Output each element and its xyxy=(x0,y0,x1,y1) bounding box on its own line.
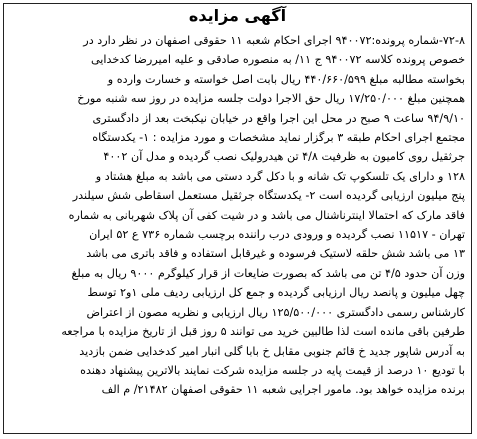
notice-line: ۹۴/۹/۱۰ ساعت ۹ صبح در محل این اجرا واقع در خیابان نیکبخت بعد از دادگستری xyxy=(92,111,465,125)
notice-line: کارشناس رسمی دادگستری ۱۲۵/۵۰۰/۰۰۰ ریال ارزیابی و نظریه مصون از اعتراض xyxy=(86,305,465,319)
notice-line: مجتمع اجرای احکام طبقه ۳ برگزار نماید مشخصات و مورد مزایده : ۱- یکدستگاه xyxy=(92,131,465,145)
notice-line: برنده مزایده خواهد بود. مامور اجرایی شعبه ۱۱ حقوقی اصفهان ۲۱۴۸۲/ م الف xyxy=(101,383,465,397)
notice-line: ۱۳ می باشد شش حلقه لاستیک فرسوده و غیرقابل استفاده و فاقد باتری می باشد xyxy=(86,247,465,261)
notice-line: چهل میلیون و پانصد ریال ارزیابی گردیده و جمع کل ارزیابی ردیف ملی ۱و۲ توسط xyxy=(87,286,465,300)
notice-line: ۱۲۸ و دارای یک تلسکوپ تک شانه و با دکل گرد دستی می باشد به مبلغ هشتاد و xyxy=(95,169,465,183)
notice-line: پنج میلیون ارزیابی گردیده است ۲- یکدستگاه جرثقیل مستعمل اسقاطی شش سیلندر xyxy=(72,189,465,203)
notice-line: جرثقیل روی کامیون به ظرفیت ۴/۸ تن هیدرولیک نصب گردیده و مدل آن ۴۰۰۲ xyxy=(103,150,465,164)
notice-line: بخواسته مطالبه مبلغ ۴۴۰/۶۶۰/۵۹۹ ریال بابت اصل خواسته و خسارت وارده و xyxy=(107,72,465,86)
notice-line: با تودیع ۱۰ درصد از قیمت پایه در جلسه مزایده شرکت نمایند بالاترین پیشنهاد دهنده xyxy=(80,363,465,377)
notice-line: خصوص پرونده کلاسه ۹۴۰۰۷۲ ج ۱۱/ به منصوره صادقی و علیه امیررضا کدخدایی xyxy=(90,53,465,67)
notice-title: آگهی مزایده xyxy=(188,6,287,25)
notice-line: طرفین باقی مانده است لذا طالبین خرید می توانند ۵ روز قبل از تاریخ مزایده با مراجعه xyxy=(61,325,465,339)
notice-line: فاقد مارک که احتمالا اینترناشنال می باشد و در شیت کفی آن پلاک شهربانی به شماره xyxy=(68,208,465,222)
notice-body xyxy=(10,31,465,429)
notice-line: به آدرس شاپور جدید خ قائم جنوبی مقابل خ بابا گلی انبار امیر کدخدایی ضمن بازدید xyxy=(79,344,465,358)
notice-line: تهران - ۱۱۵۱۷ نصب گردیده و ورودی درب راننده برچسب شماره ۷۳۶ ع ۵۲ ایران xyxy=(89,228,465,242)
notice-frame xyxy=(3,3,472,434)
notice-line: وزن آن حدود ۴/۵ تن می باشد که بصورت ضایعات از قرار کیلوگرم ۹۰۰۰ ریال به مبلغ xyxy=(71,266,465,280)
notice-line: ۷۲-۸-شماره پرونده:۹۴۰۰۷۲ اجرای احکام شعبه ۱۱ حقوقی اصفهان در نظر دارد در xyxy=(83,34,465,47)
notice-line: همچنین مبلغ ۱۷/۲۵۰/۰۰۰ ریال حق الاجرا دولت جلسه مزایده در روز سه شنبه مورخ xyxy=(77,92,465,106)
